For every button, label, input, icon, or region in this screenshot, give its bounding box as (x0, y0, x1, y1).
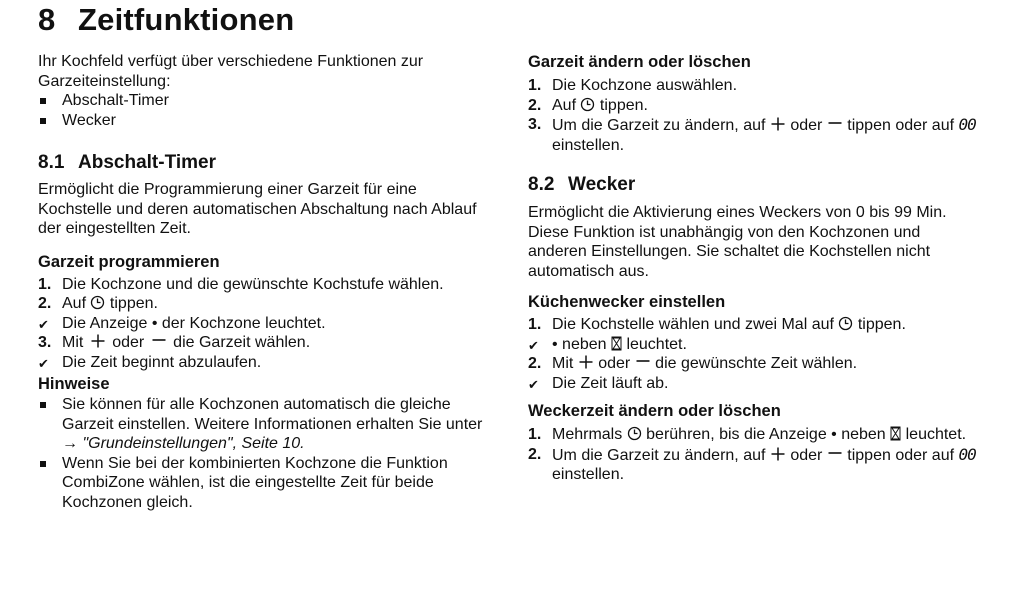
step-text: die Garzeit wählen. (173, 334, 311, 351)
clock-icon (838, 316, 853, 331)
result-item (528, 335, 978, 355)
step-text: berühren, bis die Anzeige • neben (646, 426, 886, 443)
step-text: tippen oder auf (847, 117, 955, 134)
subheading-kuechenwecker: Küchenwecker einstellen (528, 293, 726, 311)
step-number: 2. (528, 355, 542, 372)
list-item (38, 91, 488, 111)
subheading-garzeit-aendern: Garzeit ändern oder löschen (528, 53, 751, 71)
step-text: Auf (552, 96, 577, 114)
step-text: oder (598, 355, 631, 372)
right-column (528, 52, 978, 485)
note-item (38, 454, 488, 513)
step-text: die gewünschte Zeit wählen. (655, 355, 858, 372)
step-text: tippen. (109, 295, 158, 312)
step-number: 2. (528, 445, 542, 463)
list-item-text: Abschalt-Timer (62, 92, 169, 109)
display-zero-zero: 00 (958, 444, 976, 464)
step-item (38, 294, 488, 314)
list-item-text: Wecker (62, 111, 116, 129)
result-text: Die Anzeige • der Kochzone leuchtet. (62, 314, 326, 332)
clock-icon (627, 426, 642, 441)
section-heading-8-2 (528, 173, 978, 197)
result-item (38, 353, 488, 373)
subheading-weckerzeit-aendern: Weckerzeit ändern oder löschen (528, 402, 781, 420)
step-number: 1. (528, 426, 542, 443)
step-number: 1. (38, 275, 52, 293)
note-item (38, 395, 488, 434)
step-text: Mehrmals (552, 426, 623, 443)
arrow-icon: → (62, 435, 78, 452)
hourglass-icon (611, 336, 622, 351)
step-text: oder (112, 334, 145, 351)
check-icon: ✔ (38, 355, 49, 371)
step-text: Die Kochzone und die gewünschte Kochstufe wählen. (62, 275, 444, 293)
hourglass-icon (890, 426, 901, 441)
plus-icon (770, 116, 786, 132)
intro-text: Ihr Kochfeld verfügt über verschiedene Funktionen zur Garzeiteinstellung: (38, 53, 424, 90)
section-heading-8-1 (38, 151, 488, 175)
step-text: oder (790, 446, 823, 464)
result-item (38, 314, 488, 334)
step-text: Um die Garzeit zu ändern, auf (552, 117, 766, 134)
step-item (528, 354, 978, 374)
minus-icon (827, 446, 843, 462)
minus-icon (827, 116, 843, 132)
minus-icon (151, 333, 167, 349)
clock-icon (580, 97, 595, 112)
reference-link[interactable]: "Grundeinstellungen", Seite 10. (82, 435, 305, 452)
step-number: 2. (38, 295, 52, 312)
section-text: Ermöglicht die Aktivierung eines Weckers von 0 bis 99 Min. Diese Funktion ist unabhängig von den Kochzonen und anderen Einstellungen. Sie schaltet die Kochstellen nicht automatisch aus. (528, 204, 947, 280)
step-item (38, 333, 488, 353)
plus-icon (770, 446, 786, 462)
minus-icon (635, 354, 651, 370)
page-title (38, 2, 294, 38)
chapter-number: 8 (38, 2, 56, 37)
step-item (528, 315, 978, 335)
subheading-hinweise: Hinweise (38, 375, 110, 393)
step-text: leuchtet. (905, 426, 967, 443)
step-number: 1. (528, 77, 542, 94)
step-item (38, 275, 488, 295)
section-title: Abschalt-Timer (78, 152, 216, 173)
left-column (38, 52, 488, 512)
step-text: Mit (552, 355, 574, 372)
result-text: Die Zeit läuft ab. (552, 374, 669, 392)
result-text: leuchtet. (626, 335, 687, 353)
step-item (528, 115, 978, 155)
section-text: Ermöglicht die Programmierung einer Garzeit für eine Kochstelle und deren automatischen Abschaltung nach Ablauf der eingestellten Zeit. (38, 181, 477, 237)
clock-icon (90, 295, 105, 310)
step-number: 1. (528, 316, 542, 333)
step-text: tippen. (857, 316, 906, 333)
note-text: Sie können für alle Kochzonen automatisch die gleiche Garzeit einstellen. Weitere Informationen erhalten Sie unter (62, 396, 483, 433)
step-item (528, 76, 978, 96)
step-number: 3. (528, 116, 542, 133)
section-number: 8.2 (528, 174, 555, 195)
cross-reference (38, 434, 488, 454)
step-text: tippen oder auf (847, 446, 955, 464)
section-title: Wecker (568, 174, 636, 195)
step-text: Mit (62, 334, 84, 351)
subheading-garzeit-programmieren: Garzeit programmieren (38, 252, 220, 271)
step-text: einstellen. (552, 466, 625, 483)
step-text: einstellen. (552, 136, 625, 154)
check-icon: ✔ (38, 316, 49, 332)
step-text: Auf (62, 295, 87, 312)
result-text: Die Zeit beginnt abzulaufen. (62, 353, 262, 371)
step-text: Die Kochzone auswählen. (552, 77, 738, 94)
display-zero-zero: 00 (958, 115, 976, 134)
step-item (528, 96, 978, 116)
plus-icon (90, 333, 106, 349)
check-icon: ✔ (528, 376, 539, 392)
result-text: • neben (552, 335, 607, 353)
result-item (528, 374, 978, 394)
chapter-title: Zeitfunktionen (78, 2, 295, 37)
step-text: tippen. (599, 96, 648, 114)
check-icon: ✔ (528, 337, 539, 353)
note-text: Wenn Sie bei der kombinierten Kochzone die Funktion CombiZone wählen, ist die eingestellte Zeit für beide Kochzonen gleich. (62, 454, 448, 511)
step-text: Die Kochstelle wählen und zwei Mal auf (552, 316, 834, 333)
step-item (528, 425, 978, 445)
step-item (528, 445, 978, 485)
step-number: 2. (528, 96, 542, 114)
step-text: oder (790, 117, 823, 134)
step-text: Um die Garzeit zu ändern, auf (552, 446, 766, 464)
plus-icon (578, 354, 594, 370)
list-item (38, 111, 488, 131)
step-number: 3. (38, 334, 52, 351)
section-number: 8.1 (38, 152, 65, 173)
